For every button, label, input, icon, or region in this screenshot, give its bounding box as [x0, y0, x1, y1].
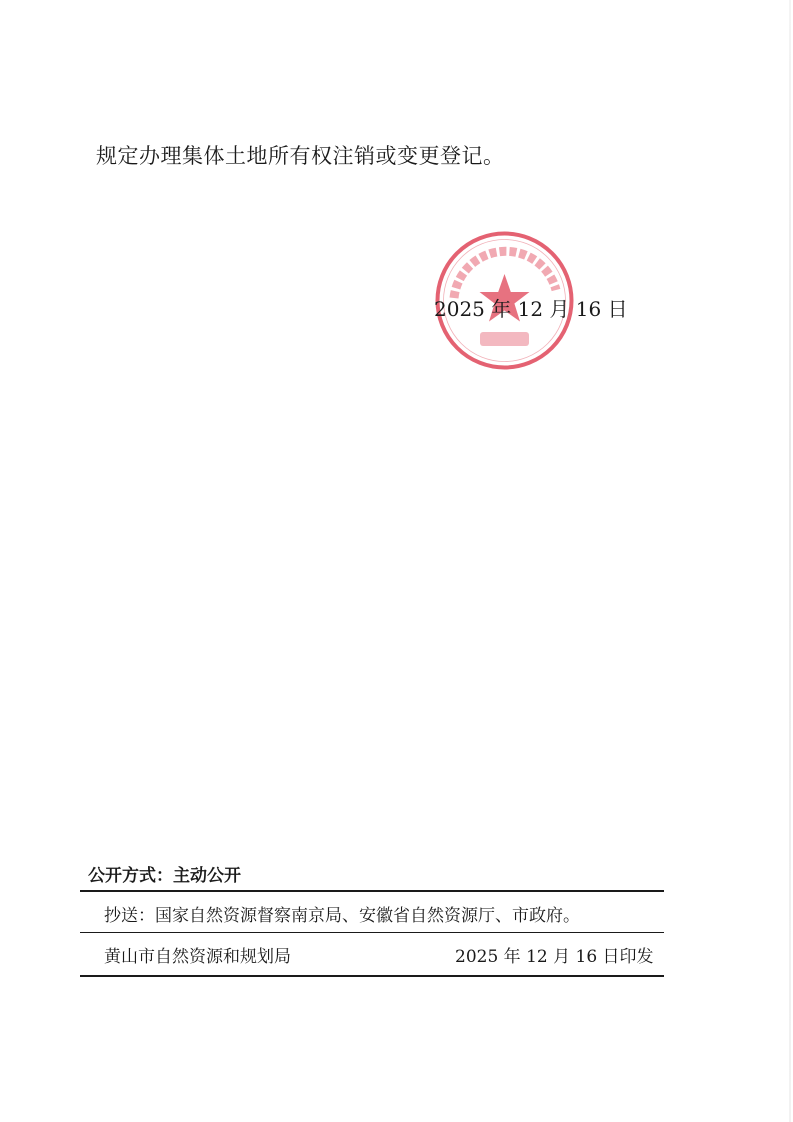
footer-rule-bottom — [80, 975, 664, 977]
cc-list: 抄送：国家自然资源督察南京局、安徽省自然资源厅、市政府。 — [104, 906, 580, 926]
footer-rule-middle — [80, 932, 664, 933]
body-text: 规定办理集体土地所有权注销或变更登记。 — [96, 144, 505, 168]
scan-edge — [789, 0, 791, 1122]
footer-rule-top — [80, 890, 664, 892]
issuing-authority: 黄山市自然资源和规划局 — [104, 947, 291, 967]
issue-date: 2025 年 12 月 16 日印发 — [455, 947, 654, 967]
signature-date: 2025 年 12 月 16 日 — [434, 297, 628, 321]
disclosure-method: 公开方式：主动公开 — [88, 866, 241, 886]
